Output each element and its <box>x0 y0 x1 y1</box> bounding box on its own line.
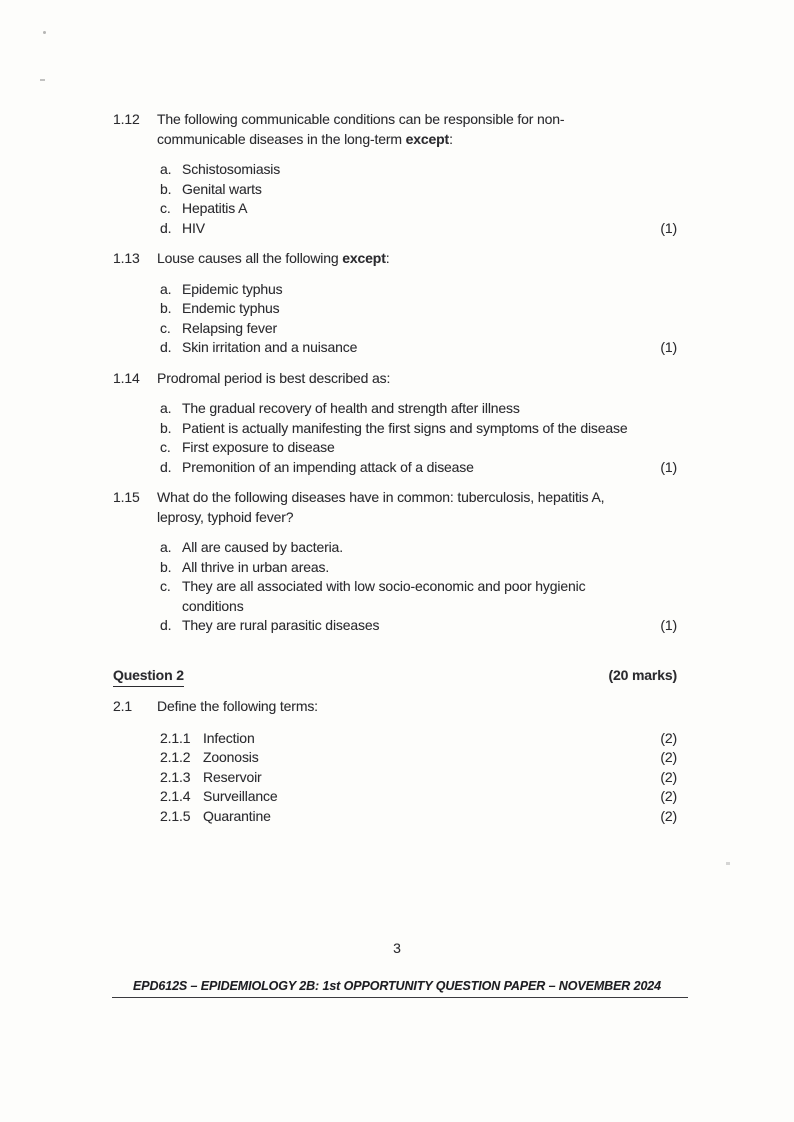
terms-list <box>160 729 677 827</box>
term-row <box>160 729 677 749</box>
option-letter: b. <box>160 180 172 197</box>
option-a <box>160 538 677 558</box>
option-text: They are rural parasitic diseases <box>182 617 380 633</box>
option-letter: c. <box>160 439 171 455</box>
marks-badge: (2) <box>660 807 677 824</box>
options-list <box>160 399 677 477</box>
option-letter: d. <box>160 617 172 633</box>
term-number: 2.1.2 <box>160 749 191 765</box>
term-label: Quarantine <box>203 807 271 824</box>
option-a <box>160 399 677 419</box>
question-text <box>157 488 677 527</box>
question-line: communicable diseases in the long-term except: <box>157 130 453 147</box>
option-d <box>160 458 677 478</box>
question-2-1 <box>113 697 677 717</box>
footer-rule <box>112 997 688 998</box>
scan-speck <box>43 31 46 34</box>
option-d <box>160 338 677 358</box>
term-number: 2.1.1 <box>160 729 191 746</box>
question-head <box>113 369 677 389</box>
question-1-12 <box>113 110 677 238</box>
option-letter: a. <box>160 280 172 297</box>
options-list <box>160 160 677 238</box>
option-c <box>160 577 677 616</box>
question-1-14 <box>113 369 677 478</box>
section-heading: Question 2 <box>113 666 184 688</box>
option-b <box>160 419 677 439</box>
marks-badge: (2) <box>660 749 677 765</box>
option-text: Schistosomiasis <box>182 161 281 177</box>
term-number: 2.1.4 <box>160 788 191 804</box>
option-text: Genital warts <box>182 180 262 197</box>
option-d <box>160 616 677 636</box>
term-label: Reservoir <box>203 768 262 785</box>
term-row <box>160 768 677 788</box>
option-c <box>160 199 677 219</box>
option-text: Hepatitis A <box>182 200 248 216</box>
question-line: What do the following diseases have in common: tuberculosis, hepatitis A, <box>157 489 605 505</box>
marks-badge: (1) <box>660 617 677 633</box>
option-text: The gradual recovery of health and strength after illness <box>182 400 520 416</box>
option-letter: d. <box>160 219 172 236</box>
section-heading-row <box>113 666 677 688</box>
page-content <box>113 110 677 826</box>
section-marks: (20 marks) <box>608 666 677 683</box>
question-1-13 <box>113 249 677 358</box>
question-number: 1.14 <box>113 369 140 386</box>
option-text: HIV <box>182 219 205 236</box>
option-d <box>160 219 677 239</box>
question-text <box>157 369 677 389</box>
marks-badge: (2) <box>660 729 677 746</box>
marks-badge: (1) <box>660 219 677 236</box>
option-letter: a. <box>160 539 172 555</box>
option-letter: c. <box>160 319 171 336</box>
option-text: Patient is actually manifesting the first signs and symptoms of the disease <box>182 419 628 436</box>
marks-badge: (2) <box>660 788 677 804</box>
option-letter: c. <box>160 578 171 594</box>
option-letter: a. <box>160 400 172 416</box>
option-b <box>160 299 677 319</box>
option-c <box>160 319 677 339</box>
option-text: Premonition of an impending attack of a disease <box>182 458 474 475</box>
term-label: Infection <box>203 729 255 746</box>
option-text: Relapsing fever <box>182 319 278 336</box>
question-number: 1.13 <box>113 250 140 266</box>
option-letter: d. <box>160 458 172 475</box>
option-b <box>160 558 677 578</box>
option-c <box>160 438 677 458</box>
option-letter: a. <box>160 161 172 177</box>
marks-badge: (1) <box>660 339 677 355</box>
option-b <box>160 180 677 200</box>
option-letter: b. <box>160 300 172 316</box>
question-head <box>113 110 677 149</box>
question-text <box>157 249 677 269</box>
term-row <box>160 807 677 827</box>
term-row <box>160 787 677 807</box>
page-number: 3 <box>393 940 401 956</box>
option-letter: b. <box>160 419 172 436</box>
option-a <box>160 280 677 300</box>
question-text: Define the following terms: <box>157 698 318 714</box>
question-number: 1.12 <box>113 111 140 127</box>
scan-speck <box>726 862 730 865</box>
option-text: Epidemic typhus <box>182 280 283 297</box>
question-1-15 <box>113 488 677 636</box>
question-number: 2.1 <box>113 698 133 714</box>
scan-speck <box>40 79 45 81</box>
option-text: All are caused by bacteria. <box>182 539 343 555</box>
option-letter: d. <box>160 339 172 355</box>
options-list <box>160 280 677 358</box>
question-number: 1.15 <box>113 489 140 505</box>
term-label: Zoonosis <box>203 749 259 765</box>
question-head <box>113 249 677 269</box>
question-text <box>157 110 677 149</box>
options-list <box>160 538 677 636</box>
question-line: Prodromal period is best described as: <box>157 369 391 386</box>
term-label: Surveillance <box>203 788 278 804</box>
question-line: The following communicable conditions can be responsible for non- <box>157 111 565 127</box>
term-number: 2.1.3 <box>160 768 191 785</box>
question-line: leprosy, typhoid fever? <box>157 508 294 525</box>
option-text: All thrive in urban areas. <box>182 558 330 575</box>
marks-badge: (1) <box>660 458 677 475</box>
question-head <box>113 488 677 527</box>
footer-title: EPD612S – EPIDEMIOLOGY 2B: 1st OPPORTUNITY QUESTION PAPER – NOVEMBER 2024 <box>132 979 662 993</box>
marks-badge: (2) <box>660 768 677 785</box>
option-text: Endemic typhus <box>182 300 280 316</box>
option-text: First exposure to disease <box>182 439 335 455</box>
option-a <box>160 160 677 180</box>
question-line: Louse causes all the following except: <box>157 250 390 266</box>
option-text: Skin irritation and a nuisance <box>182 339 358 355</box>
option-letter: c. <box>160 200 171 216</box>
option-letter: b. <box>160 558 172 575</box>
option-text: They are all associated with low socio-economic and poor hygienic conditions <box>182 578 586 614</box>
term-row <box>160 748 677 768</box>
term-number: 2.1.5 <box>160 807 191 824</box>
